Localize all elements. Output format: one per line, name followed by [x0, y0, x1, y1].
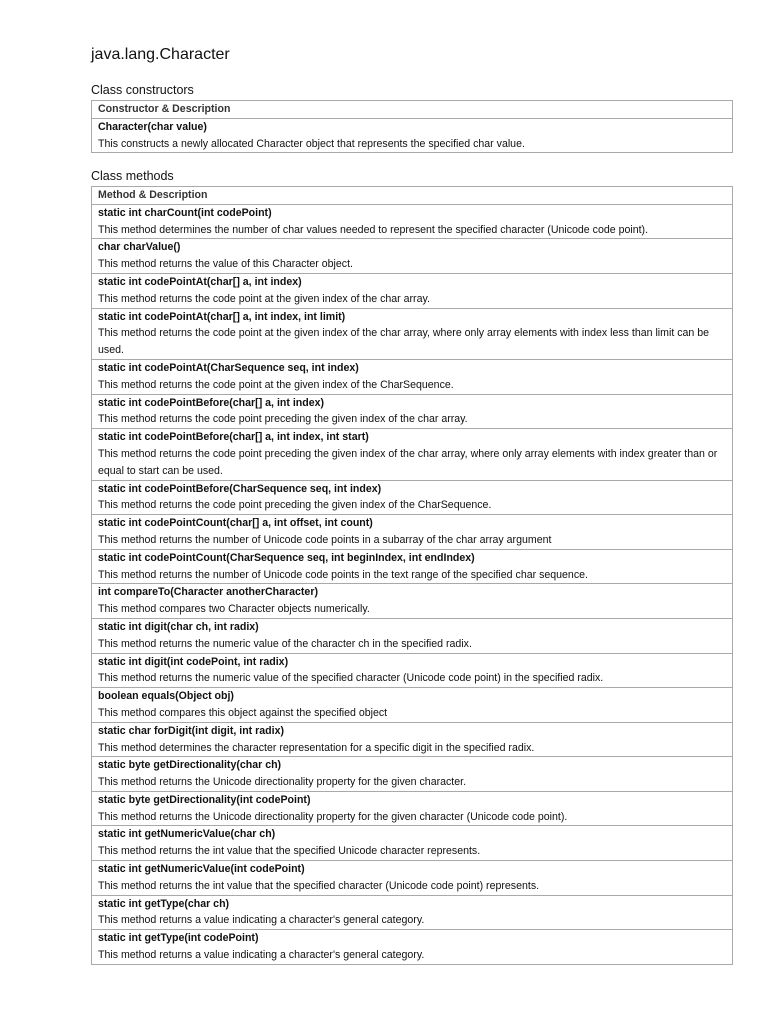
- member-signature: static int codePointAt(CharSequence seq, int index): [98, 361, 359, 374]
- member-signature: static int charCount(int codePoint): [98, 206, 272, 219]
- member-description: This method returns the number of Unicode code points in a subarray of the char array argument: [98, 533, 552, 546]
- table-row: [92, 239, 733, 274]
- member-description: This method returns the numeric value of the character ch in the specified radix.: [98, 637, 472, 650]
- member-description: This method compares this object against the specified object: [98, 706, 388, 719]
- table-cell: [92, 930, 733, 965]
- member-signature: static int codePointBefore(char[] a, int index, int start): [98, 431, 369, 444]
- table-row: [92, 118, 733, 153]
- table-cell: [92, 584, 733, 619]
- table-row: [92, 549, 733, 584]
- member-signature: static int getType(char ch): [98, 897, 230, 910]
- table-row: [92, 273, 733, 308]
- member-description: This method returns the code point at the given index of the CharSequence.: [98, 378, 454, 391]
- member-signature: static byte getDirectionality(int codePoint): [98, 793, 311, 806]
- member-signature: static int codePointAt(char[] a, int index): [98, 275, 302, 288]
- table-cell: [92, 549, 733, 584]
- member-description: This method returns the numeric value of the specified character (Unicode code point) in the specified radix.: [98, 672, 604, 685]
- table-row: [92, 791, 733, 826]
- member-description: This method returns the code point preceding the given index of the CharSequence.: [98, 499, 492, 512]
- member-description: This method returns a value indicating a character's general category.: [98, 914, 425, 927]
- table-cell: [92, 239, 733, 274]
- table-row: [92, 204, 733, 239]
- member-signature: static int codePointAt(char[] a, int index, int limit): [98, 310, 346, 323]
- member-description: This constructs a newly allocated Character object that represents the specified char value.: [98, 137, 525, 150]
- table-row: [92, 653, 733, 688]
- methods-table: [91, 186, 733, 965]
- member-signature: static int codePointCount(char[] a, int offset, int count): [98, 517, 373, 530]
- member-signature: static int digit(int codePoint, int radix): [98, 655, 289, 668]
- table-row: [92, 308, 733, 359]
- table-header-row: [92, 187, 733, 205]
- member-signature: static int getNumericValue(int codePoint): [98, 863, 305, 876]
- table-row: [92, 861, 733, 896]
- member-description: This method returns the Unicode directionality property for the given character.: [98, 776, 467, 789]
- member-signature: static char forDigit(int digit, int radix): [98, 724, 284, 737]
- member-description: This method compares two Character objects numerically.: [98, 603, 370, 616]
- table-cell: [92, 618, 733, 653]
- table-cell: [92, 394, 733, 429]
- table-cell: [92, 826, 733, 861]
- table-cell: [92, 688, 733, 723]
- table-row: [92, 618, 733, 653]
- table-cell: [92, 204, 733, 239]
- table-cell: [92, 653, 733, 688]
- member-signature: boolean equals(Object obj): [98, 690, 234, 703]
- table-cell: [92, 480, 733, 515]
- member-description: This method returns the int value that the specified Unicode character represents.: [98, 845, 481, 858]
- table-row: [92, 515, 733, 550]
- member-description: This method returns the value of this Character object.: [98, 258, 353, 271]
- table-row: [92, 429, 733, 480]
- member-signature: static int codePointCount(CharSequence seq, int beginIndex, int endIndex): [98, 551, 475, 564]
- member-signature: static int codePointBefore(char[] a, int index): [98, 396, 325, 409]
- member-description: This method returns the code point at the given index of the char array, where only array elements with index less than limit can be used.: [98, 327, 710, 357]
- member-signature: static int getNumericValue(char ch): [98, 828, 276, 841]
- member-description: This method returns the number of Unicode code points in the text range of the specified char sequence.: [98, 568, 588, 581]
- column-header: Method & Description: [92, 187, 733, 205]
- table-cell: [92, 515, 733, 550]
- table-row: [92, 722, 733, 757]
- member-description: This method returns the code point preceding the given index of the char array, where only array elements with index greater than or equal to start can be used.: [98, 447, 718, 477]
- constructors-table: [91, 100, 733, 153]
- table-row: [92, 394, 733, 429]
- member-signature: char charValue(): [98, 241, 181, 254]
- table-cell: [92, 308, 733, 359]
- member-signature: static int digit(char ch, int radix): [98, 620, 259, 633]
- table-cell: [92, 757, 733, 792]
- member-description: This method returns a value indicating a character's general category.: [98, 949, 425, 962]
- column-header: Constructor & Description: [92, 101, 733, 119]
- member-description: This method returns the int value that the specified character (Unicode code point) represents.: [98, 879, 540, 892]
- table-cell: [92, 722, 733, 757]
- member-description: This method determines the character representation for a specific digit in the specified radix.: [98, 741, 535, 754]
- table-row: [92, 359, 733, 394]
- table-row: [92, 480, 733, 515]
- methods-heading: Class methods: [91, 169, 174, 183]
- table-cell: [92, 791, 733, 826]
- member-signature: int compareTo(Character anotherCharacter): [98, 586, 318, 599]
- table-cell: [92, 895, 733, 930]
- table-row: [92, 895, 733, 930]
- table-row: [92, 757, 733, 792]
- table-row: [92, 826, 733, 861]
- table-cell: [92, 118, 733, 153]
- table-cell: [92, 359, 733, 394]
- table-cell: [92, 429, 733, 480]
- table-cell: [92, 861, 733, 896]
- table-row: [92, 584, 733, 619]
- page-title: java.lang.Character: [91, 46, 230, 63]
- table-header-row: [92, 101, 733, 119]
- member-description: This method determines the number of char values needed to represent the specified character (Unicode code point).: [98, 223, 649, 236]
- table-row: [92, 688, 733, 723]
- member-signature: static int codePointBefore(CharSequence seq, int index): [98, 482, 382, 495]
- member-description: This method returns the code point preceding the given index of the char array.: [98, 413, 468, 426]
- member-signature: Character(char value): [98, 120, 207, 133]
- constructors-heading: Class constructors: [91, 83, 194, 97]
- member-description: This method returns the Unicode directionality property for the given character (Unicode code point).: [98, 810, 568, 823]
- table-row: [92, 930, 733, 965]
- member-signature: static int getType(int codePoint): [98, 932, 259, 945]
- member-signature: static byte getDirectionality(char ch): [98, 759, 282, 772]
- table-cell: [92, 273, 733, 308]
- member-description: This method returns the code point at the given index of the char array.: [98, 292, 430, 305]
